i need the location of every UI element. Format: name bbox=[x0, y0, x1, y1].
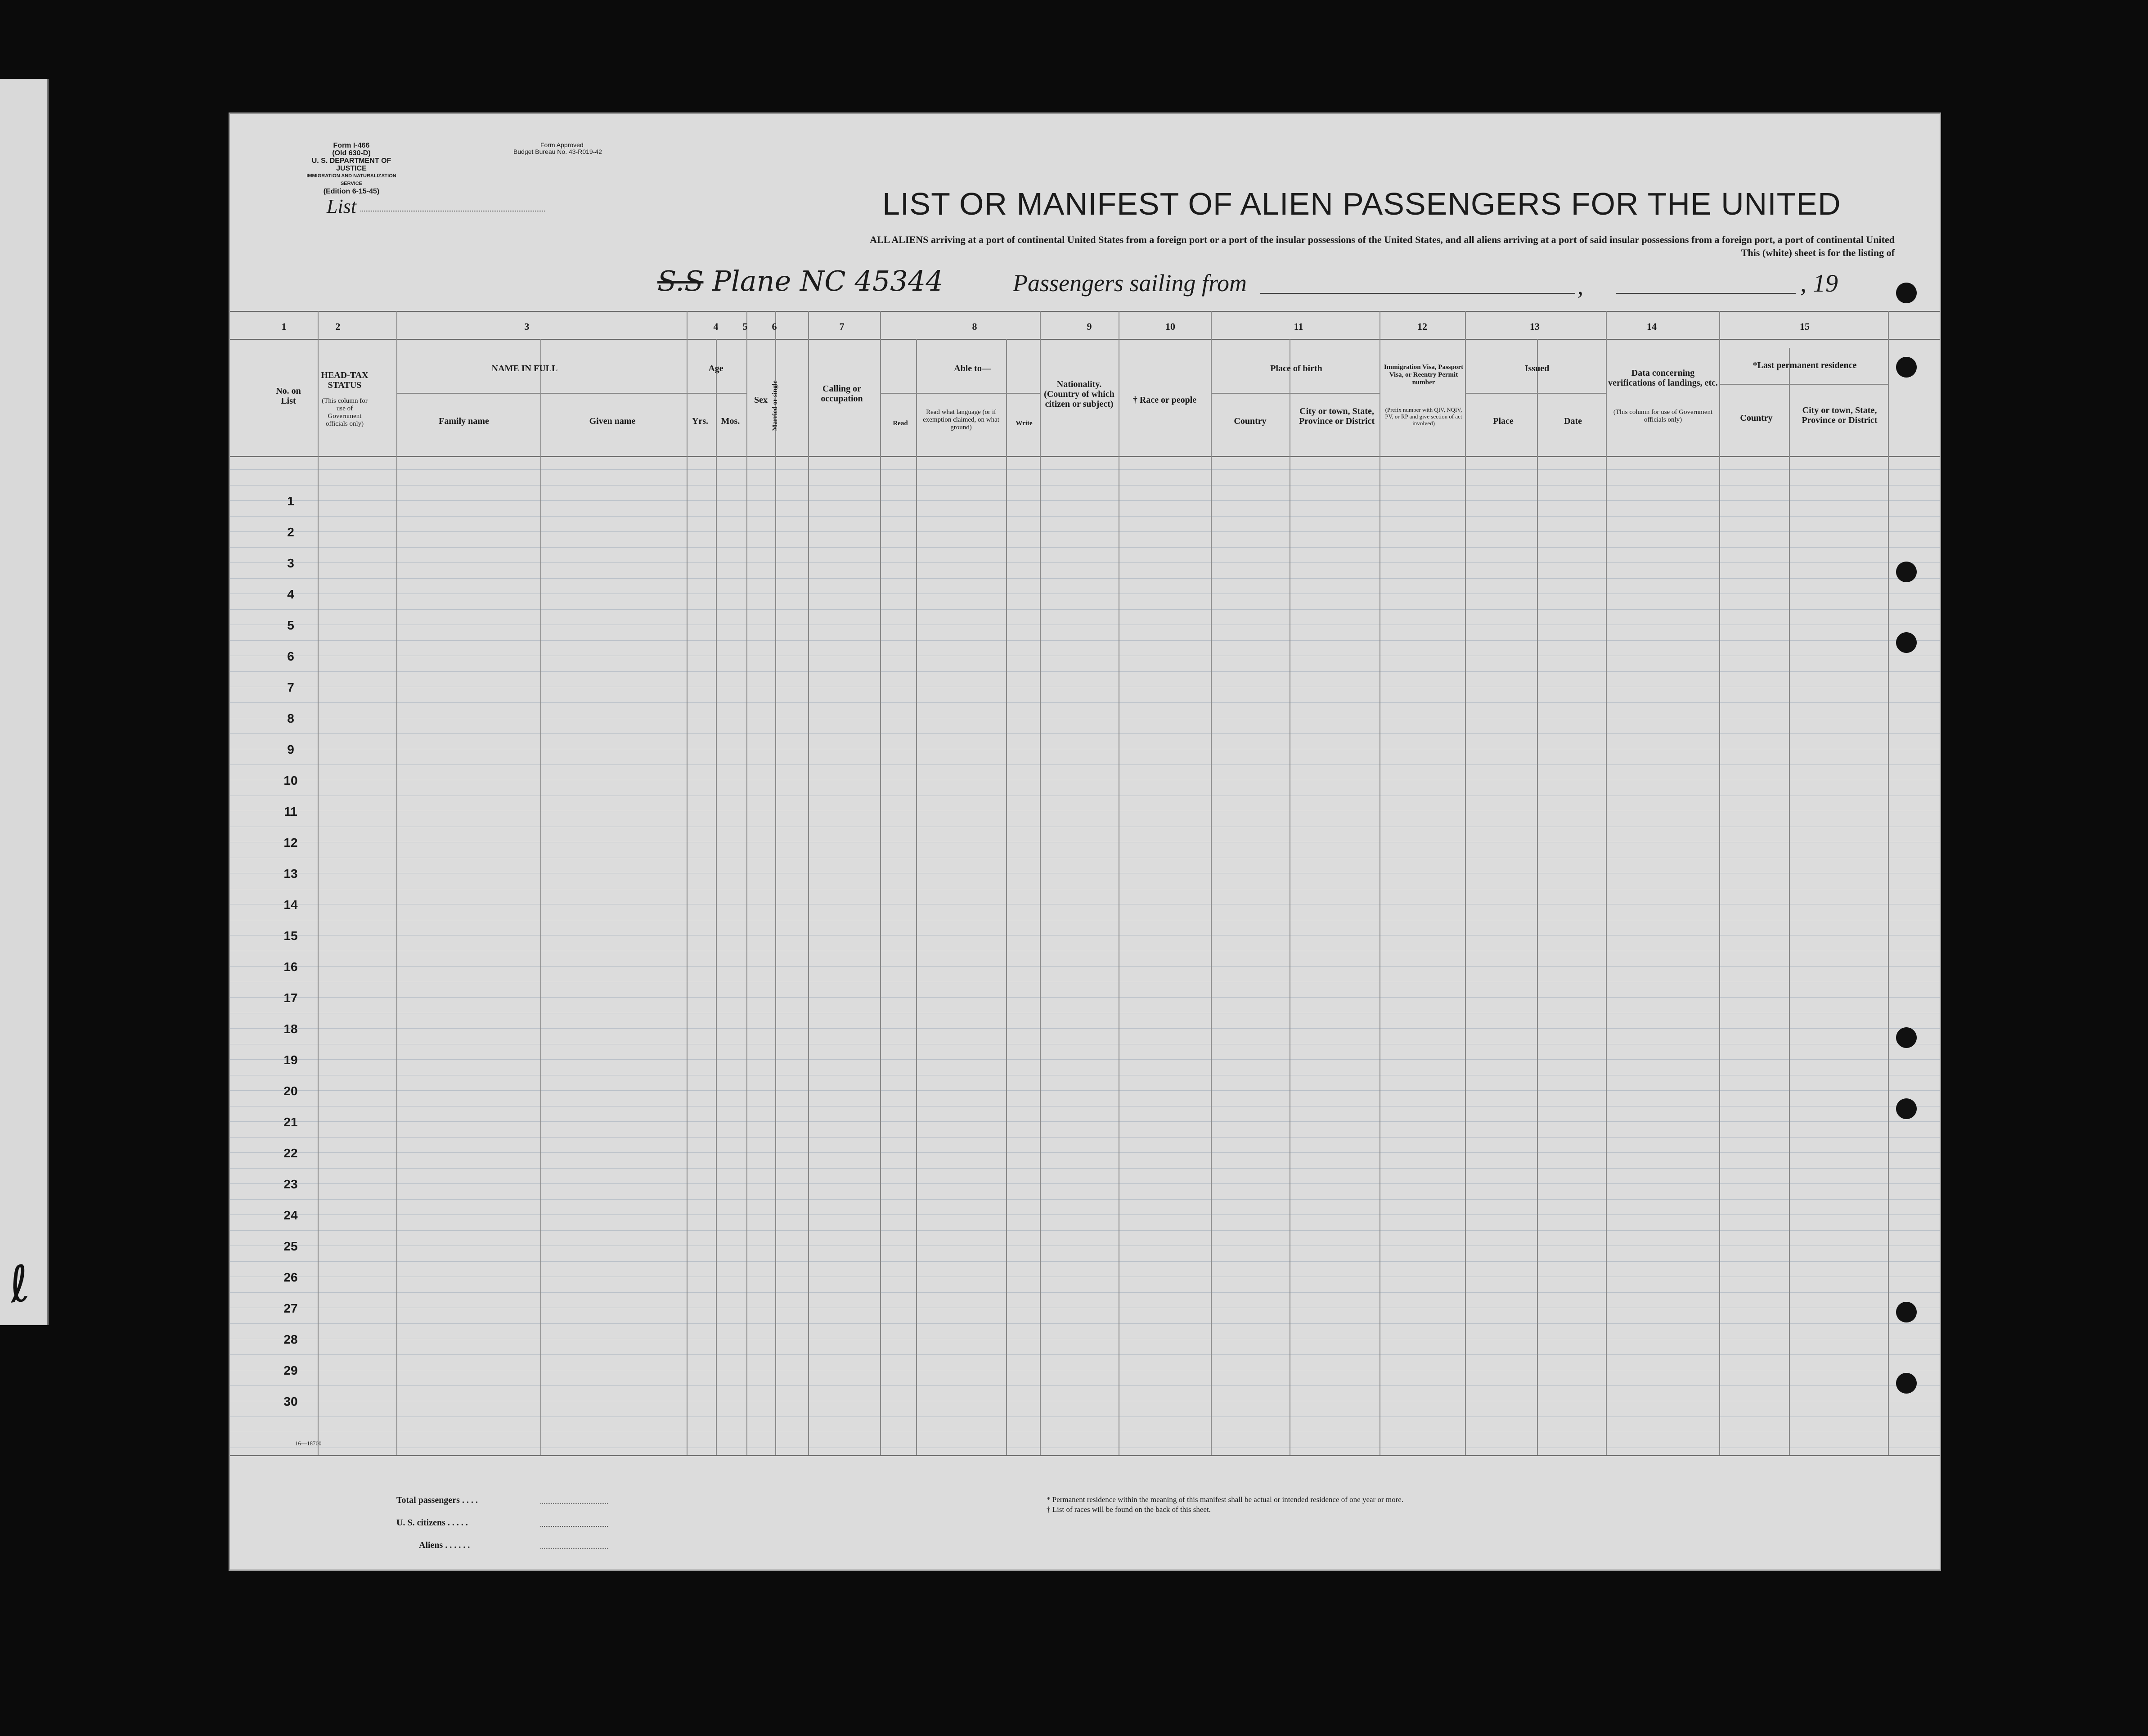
ruled-line bbox=[230, 671, 1940, 672]
header-married: Married or single bbox=[771, 380, 779, 431]
punch-hole bbox=[1896, 1302, 1917, 1322]
header-nationality: Nationality. (Country of which citizen or subject) bbox=[1044, 379, 1114, 409]
manifest-sheet bbox=[229, 112, 1941, 1571]
vessel-handwritten: Plane NC 45344 bbox=[712, 265, 944, 297]
form-id-block bbox=[297, 142, 405, 195]
total-passengers-label: Total passengers . . . . bbox=[396, 1495, 478, 1505]
ruled-line bbox=[230, 1137, 1940, 1138]
header-name-in-full: NAME IN FULL bbox=[491, 364, 558, 373]
ruled-line bbox=[230, 531, 1940, 532]
ruled-line bbox=[230, 1168, 1940, 1169]
punch-hole bbox=[1896, 632, 1917, 653]
ruled-line bbox=[230, 966, 1940, 967]
column-divider bbox=[775, 311, 776, 1455]
margin-mark: ℓ bbox=[5, 1254, 34, 1314]
column-divider bbox=[1040, 311, 1041, 1455]
row-number: 6 bbox=[287, 649, 294, 663]
aliens-line bbox=[540, 1548, 608, 1549]
print-code: 16—18700 bbox=[295, 1440, 322, 1447]
column-divider bbox=[1006, 339, 1007, 1455]
ruled-line bbox=[230, 1354, 1940, 1355]
form-number: Form I-466 bbox=[333, 142, 370, 149]
row-number: 17 bbox=[283, 991, 298, 1005]
row-number: 25 bbox=[283, 1239, 298, 1253]
header-bottom-rule bbox=[230, 456, 1940, 457]
row-number: 18 bbox=[283, 1022, 298, 1036]
ruled-line bbox=[230, 1059, 1940, 1060]
col-number: 11 bbox=[1294, 321, 1303, 332]
edition: (Edition 6-15-45) bbox=[323, 188, 380, 195]
approval-line-2: Budget Bureau No. 43-R019-42 bbox=[513, 148, 602, 155]
adjacent-page-edge bbox=[0, 79, 49, 1325]
column-divider bbox=[716, 339, 717, 1455]
col-number: 1 bbox=[281, 321, 287, 332]
header-birth-country: Country bbox=[1234, 416, 1267, 426]
row-number: 30 bbox=[283, 1394, 298, 1408]
header-read: Read bbox=[893, 420, 908, 427]
subheader-rule bbox=[396, 393, 687, 394]
header-issued-place: Place bbox=[1493, 416, 1514, 426]
instructions-line-2: This (white) sheet is for the listing of bbox=[1741, 247, 1895, 258]
column-divider bbox=[318, 311, 319, 1455]
vessel-name bbox=[657, 265, 944, 297]
list-label: List bbox=[327, 195, 357, 217]
total-passengers-line bbox=[540, 1503, 608, 1504]
header-visa-note: (Prefix number with QIV, NQIV, PV, or RP and give section of act involved) bbox=[1385, 406, 1462, 427]
row-number: 2 bbox=[287, 525, 294, 539]
ruled-line bbox=[230, 500, 1940, 501]
ruled-line bbox=[230, 485, 1940, 486]
row-number: 5 bbox=[287, 618, 294, 632]
header-residence-city: City or town, State, Province or District bbox=[1802, 405, 1878, 425]
punch-hole bbox=[1896, 1098, 1917, 1119]
ruled-line bbox=[230, 1028, 1940, 1029]
header-family-name: Family name bbox=[439, 416, 489, 426]
row-number: 11 bbox=[284, 805, 297, 819]
subheader-rule bbox=[1211, 393, 1380, 394]
ruled-line bbox=[230, 1090, 1940, 1091]
column-divider bbox=[1537, 339, 1538, 1455]
punch-hole bbox=[1896, 357, 1917, 378]
col-number: 5 bbox=[742, 321, 748, 332]
sailing-from-label: Passengers sailing from bbox=[1013, 270, 1247, 297]
ruled-line bbox=[230, 640, 1940, 641]
column-divider bbox=[1211, 311, 1212, 1455]
table-bottom-rule bbox=[230, 1455, 1940, 1456]
ruled-line bbox=[230, 1230, 1940, 1231]
row-number: 7 bbox=[287, 680, 294, 694]
row-number: 26 bbox=[283, 1270, 298, 1284]
header-residence-country: Country bbox=[1740, 413, 1773, 423]
row-number: 27 bbox=[283, 1301, 298, 1315]
column-divider bbox=[687, 311, 688, 1455]
approval-line-1: Form Approved bbox=[540, 141, 584, 148]
header-last-residence: *Last permanent residence bbox=[1753, 360, 1857, 370]
us-citizens-label: U. S. citizens . . . . . bbox=[396, 1518, 468, 1528]
row-number: 12 bbox=[283, 836, 298, 850]
sailing-comma: , bbox=[1577, 274, 1583, 300]
row-number: 28 bbox=[283, 1332, 298, 1346]
ruled-line bbox=[230, 1152, 1940, 1153]
header-place-of-birth: Place of birth bbox=[1270, 364, 1322, 373]
column-divider bbox=[1606, 311, 1607, 1455]
punch-hole bbox=[1896, 1027, 1917, 1048]
service: IMMIGRATION AND NATURALIZATION SERVICE bbox=[306, 173, 396, 186]
header-write: Write bbox=[1016, 420, 1033, 427]
header-head-tax-note: (This column for use of Government officials only) bbox=[322, 397, 368, 427]
header-no-on-list: No. on List bbox=[276, 386, 301, 406]
column-divider bbox=[1465, 311, 1466, 1455]
ruled-line bbox=[230, 547, 1940, 548]
col-number: 10 bbox=[1165, 321, 1175, 332]
col-number: 2 bbox=[335, 321, 341, 332]
row-number: 29 bbox=[283, 1363, 298, 1377]
sailing-date-line bbox=[1616, 293, 1796, 294]
year-label: , 19 bbox=[1800, 270, 1838, 297]
subheader-rule bbox=[1465, 393, 1606, 394]
row-number: 23 bbox=[283, 1177, 298, 1191]
form-code: (Old 630-D) bbox=[332, 149, 371, 157]
row-number: 21 bbox=[283, 1115, 298, 1129]
column-divider bbox=[746, 311, 747, 1455]
col-number: 13 bbox=[1530, 321, 1540, 332]
page-title: LIST OR MANIFEST OF ALIEN PASSENGERS FOR THE UNITED bbox=[882, 186, 1841, 221]
department: U. S. DEPARTMENT OF JUSTICE bbox=[311, 157, 391, 172]
header-read-language: Read what language (or if exemption claimed, on what ground) bbox=[923, 409, 999, 431]
vessel-prefix: S.S bbox=[657, 265, 704, 297]
col-number: 9 bbox=[1087, 321, 1092, 332]
column-divider bbox=[396, 311, 397, 1455]
ruled-line bbox=[230, 1323, 1940, 1324]
aliens-label: Aliens . . . . . . bbox=[419, 1540, 470, 1550]
ruled-line bbox=[230, 1261, 1940, 1262]
column-divider bbox=[916, 339, 917, 1455]
header-issued: Issued bbox=[1524, 364, 1550, 373]
column-divider bbox=[540, 339, 541, 1455]
row-number: 14 bbox=[283, 898, 298, 912]
row-number: 8 bbox=[287, 711, 294, 725]
row-number: 20 bbox=[283, 1084, 298, 1098]
header-issued-date: Date bbox=[1564, 416, 1582, 426]
row-number: 15 bbox=[283, 929, 298, 943]
subheader-rule bbox=[687, 393, 746, 394]
ruled-line bbox=[230, 1214, 1940, 1215]
column-divider bbox=[1888, 311, 1889, 1455]
header-visa: Immigration Visa, Passport Visa, or Reentry Permit number bbox=[1384, 364, 1464, 386]
column-divider bbox=[880, 311, 881, 1455]
row-number: 9 bbox=[287, 742, 294, 756]
header-able-to: Able to— bbox=[954, 364, 991, 373]
col-number: 3 bbox=[524, 321, 530, 332]
punch-hole bbox=[1896, 1373, 1917, 1394]
subheader-rule bbox=[1719, 384, 1888, 385]
column-number-rule bbox=[230, 339, 1940, 340]
col-number: 6 bbox=[772, 321, 777, 332]
header-data-concerning: Data concerning verifications of landings, etc. bbox=[1608, 368, 1718, 388]
instructions-text bbox=[572, 233, 1895, 259]
row-number: 4 bbox=[287, 587, 294, 601]
ruled-line bbox=[230, 1121, 1940, 1122]
header-yrs: Yrs. bbox=[692, 416, 709, 426]
ruled-line bbox=[230, 516, 1940, 517]
approval-block bbox=[513, 142, 639, 155]
ruled-line bbox=[230, 1183, 1940, 1184]
col-number: 7 bbox=[839, 321, 845, 332]
col-number: 14 bbox=[1647, 321, 1657, 332]
table-top-rule bbox=[230, 311, 1940, 312]
col-number: 8 bbox=[972, 321, 977, 332]
subheader-rule bbox=[880, 393, 1040, 394]
ruled-line bbox=[230, 469, 1940, 470]
ruled-line bbox=[230, 609, 1940, 610]
header-calling: Calling or occupation bbox=[821, 384, 863, 404]
header-sex: Sex bbox=[754, 395, 768, 405]
ruled-line bbox=[230, 733, 1940, 734]
instructions-line-1: ALL ALIENS arriving at a port of continental United States from a foreign port or a port of the insular possessions of the United States, and all aliens arriving at a port of said insular possessions from a foreign port, a port of continental United bbox=[870, 234, 1895, 245]
ruled-line bbox=[230, 562, 1940, 563]
punch-hole bbox=[1896, 562, 1917, 582]
header-birth-city: City or town, State, Province or District bbox=[1299, 406, 1375, 426]
footnote-races: † List of races will be found on the back of this sheet. bbox=[1047, 1505, 1211, 1514]
header-age: Age bbox=[708, 364, 723, 373]
col-number: 15 bbox=[1800, 321, 1810, 332]
column-divider bbox=[1719, 311, 1720, 1455]
header-head-tax: HEAD-TAX STATUS bbox=[321, 370, 368, 390]
row-number: 22 bbox=[283, 1146, 298, 1160]
ruled-line bbox=[230, 1199, 1940, 1200]
col-number: 4 bbox=[713, 321, 719, 332]
sailing-port-line bbox=[1260, 293, 1575, 294]
header-mos: Mos. bbox=[721, 416, 740, 426]
row-number: 10 bbox=[283, 774, 298, 787]
ruled-line bbox=[230, 702, 1940, 703]
row-number: 3 bbox=[287, 556, 294, 570]
row-number: 16 bbox=[283, 960, 298, 974]
row-number: 24 bbox=[283, 1208, 298, 1222]
column-divider bbox=[1789, 348, 1790, 1455]
header-given-name: Given name bbox=[589, 416, 636, 426]
ruled-line bbox=[230, 1292, 1940, 1293]
column-divider bbox=[808, 311, 809, 1455]
punch-hole bbox=[1896, 283, 1917, 303]
header-data-note: (This column for use of Government officials only) bbox=[1613, 409, 1713, 423]
col-number: 12 bbox=[1417, 321, 1427, 332]
footnote-residence: * Permanent residence within the meaning of this manifest shall be actual or intended residence of one year or more. bbox=[1047, 1495, 1404, 1504]
ruled-line bbox=[230, 997, 1940, 998]
ruled-line bbox=[230, 1385, 1940, 1386]
row-number: 13 bbox=[283, 867, 298, 881]
us-citizens-line bbox=[540, 1526, 608, 1527]
row-number: 19 bbox=[283, 1053, 298, 1067]
row-number: 1 bbox=[287, 494, 294, 508]
header-race: † Race or people bbox=[1132, 395, 1197, 405]
ruled-line bbox=[230, 578, 1940, 579]
